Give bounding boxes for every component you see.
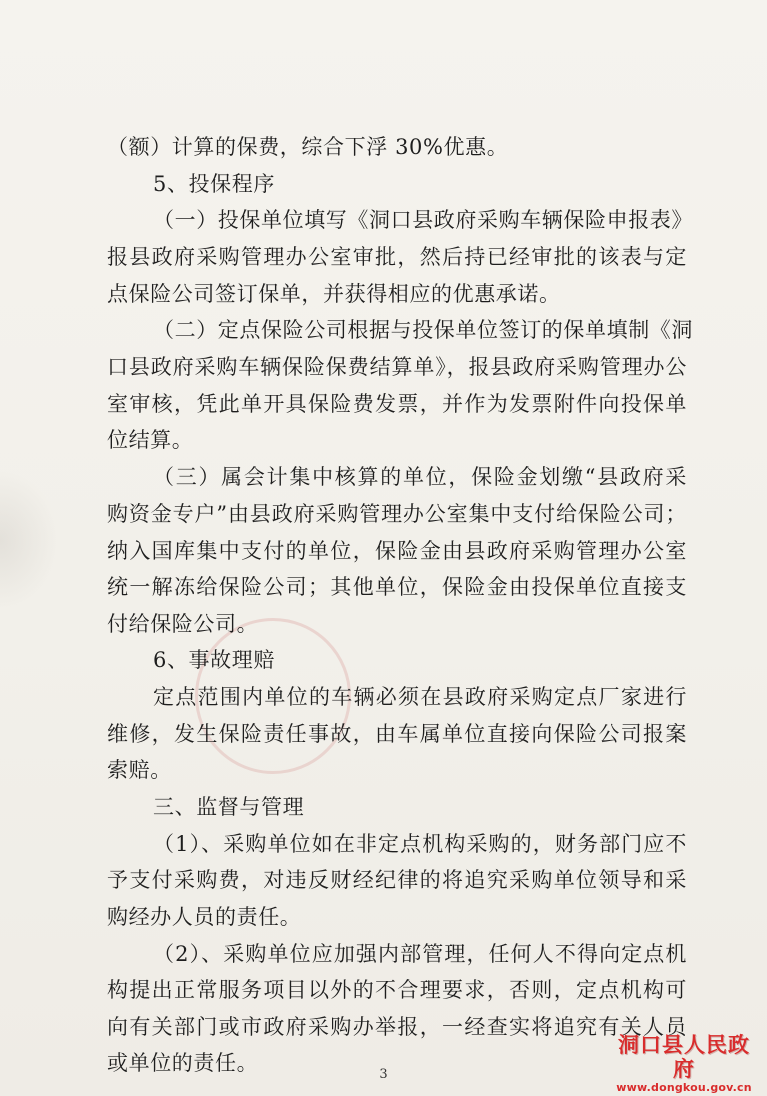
paragraph-5-line-2: 予支付采购费，对违反财经纪律的将追究采购单位领导和采 <box>107 868 687 892</box>
watermark-url: www.dongkou.gov.cn <box>616 1081 752 1094</box>
paragraph-4-line-2: 维修，发生保险责任事故，由车属单位直接向保险公司报案 <box>107 722 687 746</box>
paragraph-6-line-3: 向有关部门或市政府采购办举报，一经查实将追究有关人员 <box>107 1015 687 1039</box>
paragraph-5-line-3: 购经办人员的责任。 <box>107 905 302 929</box>
page-number: 3 <box>379 1067 388 1082</box>
paragraph-6-line-2: 构提出正常服务项目以外的不合理要求，否则，定点机构可 <box>107 978 687 1002</box>
paragraph-6-line-4: 或单位的责任。 <box>107 1051 259 1075</box>
paragraph-1-line-3: 点保险公司签订保单，并获得相应的优惠承诺。 <box>107 282 561 306</box>
paragraph-1-line-2: 报县政府采购管理办公室审批，然后持已经审批的该表与定 <box>107 245 687 269</box>
paragraph-2-line-3: 室审核，凭此单开具保险费发票，并作为发票附件向投保单 <box>107 392 687 416</box>
paper-fold-shadow <box>0 470 60 610</box>
site-watermark <box>613 1033 755 1095</box>
paragraph-5-line-1: （1）、采购单位如在非定点机构采购的，财务部门应不 <box>153 832 687 856</box>
paragraph-3-line-3: 纳入国库集中支付的单位，保险金由县政府采购管理办公室 <box>107 539 687 563</box>
paragraph-1-line-1: （一）投保单位填写《洞口县政府采购车辆保险申报表》 <box>153 208 693 232</box>
paragraph-4-line-3: 索赔。 <box>107 758 172 782</box>
paragraph-3-line-2: 购资金专户”由县政府采购管理办公室集中支付给保险公司； <box>107 502 687 526</box>
paragraph-3-line-4: 统一解冻给保险公司；其他单位，保险金由投保单位直接支 <box>107 575 687 599</box>
text-line-continuation: （额）计算的保费，综合下浮 30%优惠。 <box>107 135 509 159</box>
watermark-title: 洞口县人民政府 <box>618 1033 750 1081</box>
paragraph-3-line-5: 付给保险公司。 <box>107 612 259 636</box>
paragraph-2-line-1: （二）定点保险公司根据与投保单位签订的保单填制《洞 <box>153 318 693 342</box>
paragraph-2-line-2: 口县政府采购车辆保险保费结算单》，报县政府采购管理办公 <box>107 355 687 379</box>
paragraph-4-line-1: 定点范围内单位的车辆必须在县政府采购定点厂家进行 <box>153 685 687 709</box>
heading-supervision: 三、监督与管理 <box>153 795 305 819</box>
paragraph-6-line-1: （2）、采购单位应加强内部管理，任何人不得向定点机 <box>153 942 687 966</box>
paragraph-3-line-1: （三）属会计集中核算的单位，保险金划缴“县政府采 <box>153 465 687 489</box>
heading-insurance-procedure: 5、投保程序 <box>153 172 275 196</box>
heading-accident-claims: 6、事故理赔 <box>153 648 275 672</box>
paragraph-2-line-4: 位结算。 <box>107 428 194 452</box>
